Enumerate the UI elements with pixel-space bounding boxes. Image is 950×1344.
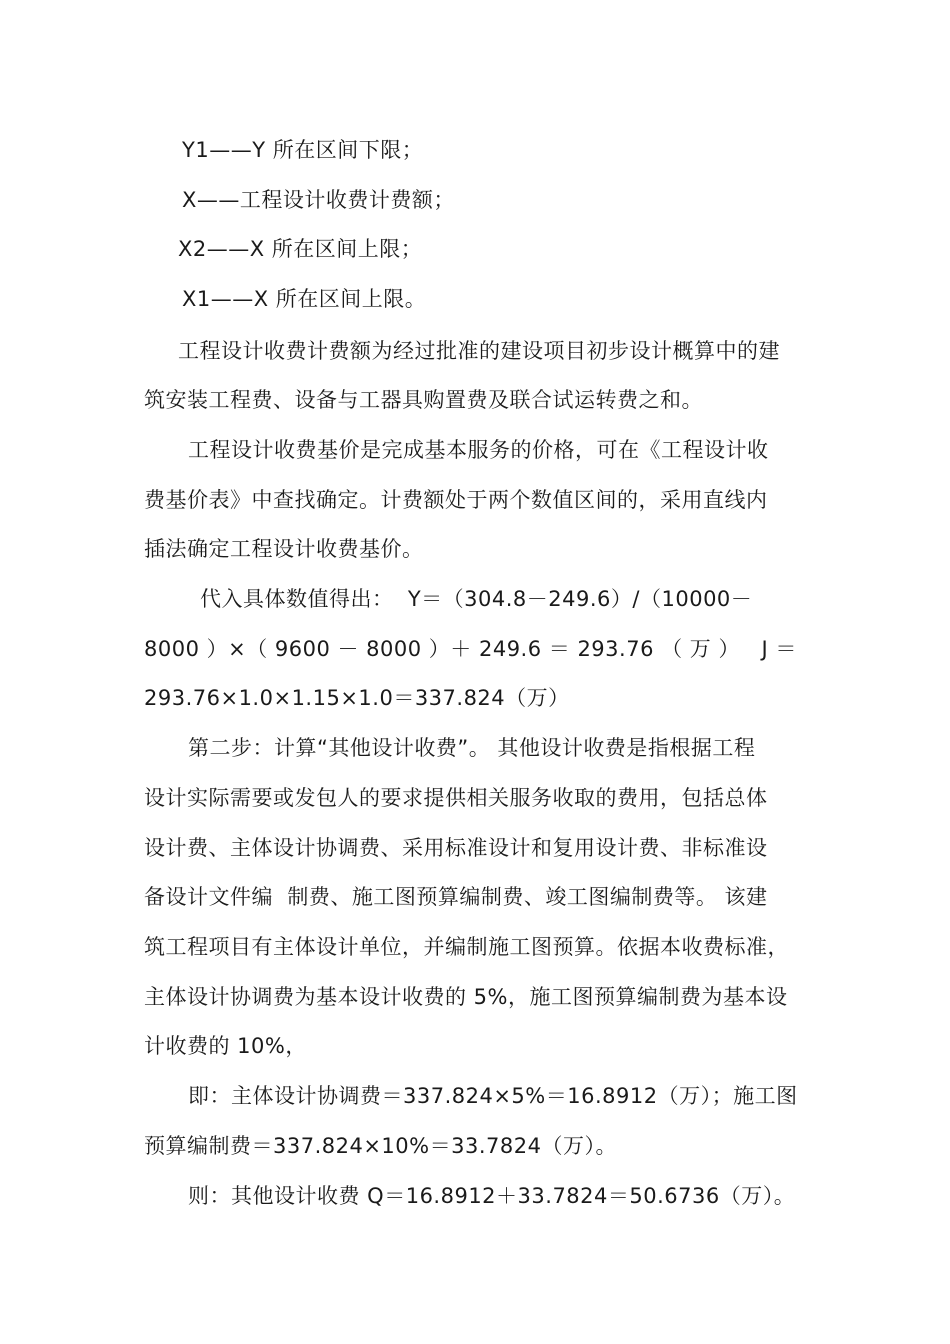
definition-y1: Y1——Y 所在区间下限； (182, 138, 424, 162)
paragraph-line: 即：主体设计协调费＝337.824×5%＝16.8912（万）；施工图 (188, 1084, 798, 1108)
paragraph-line: 工程设计收费基价是完成基本服务的价格，可在《工程设计收 (188, 438, 769, 462)
paragraph-line: 插法确定工程设计收费基价。 (144, 537, 424, 561)
paragraph-line: 预算编制费＝337.824×10%＝33.7824（万）。 (144, 1134, 617, 1158)
paragraph-line: 主体设计协调费为基本设计收费的 5%，施工图预算编制费为基本设 (144, 985, 788, 1009)
paragraph-line: 设计费、主体设计协调费、采用标准设计和复用设计费、非标准设 (144, 836, 768, 860)
paragraph-line: 筑工程项目有主体设计单位，并编制施工图预算。依据本收费标准， (144, 935, 789, 959)
formula-line: 8000 ）×（ 9600 － 8000 ）＋ 249.6 ＝ 293.76 （ 万 ） J ＝ (144, 637, 797, 661)
paragraph-line: 费基价表》中查找确定。计费额处于两个数值区间的，采用直线内 (144, 488, 768, 512)
definition-x1: X1——X 所在区间上限。 (182, 287, 427, 311)
formula-line: 代入具体数值得出： Y＝（304.8－249.6）/（10000－ (200, 587, 753, 611)
paragraph-line: 备设计文件编 制费、施工图预算编制费、竣工图编制费等。 该建 (144, 885, 768, 909)
formula-line: 293.76×1.0×1.15×1.0＝337.824（万） (144, 686, 570, 710)
definition-x: X——工程设计收费计费额； (182, 188, 455, 212)
paragraph-line: 设计实际需要或发包人的要求提供相关服务收取的费用，包括总体 (144, 786, 768, 810)
paragraph-line: 则：其他设计收费 Q＝16.8912＋33.7824＝50.6736（万）。 (188, 1184, 796, 1208)
paragraph-line: 第二步：计算“其他设计收费”。 其他设计收费是指根据工程 (188, 736, 756, 760)
paragraph-line: 工程设计收费计费额为经过批准的建设项目初步设计概算中的建 (178, 339, 780, 363)
paragraph-line: 筑安装工程费、设备与工器具购置费及联合试运转费之和。 (144, 388, 703, 412)
definition-x2: X2——X 所在区间上限； (178, 237, 423, 261)
paragraph-line: 计收费的 10%， (144, 1034, 307, 1058)
